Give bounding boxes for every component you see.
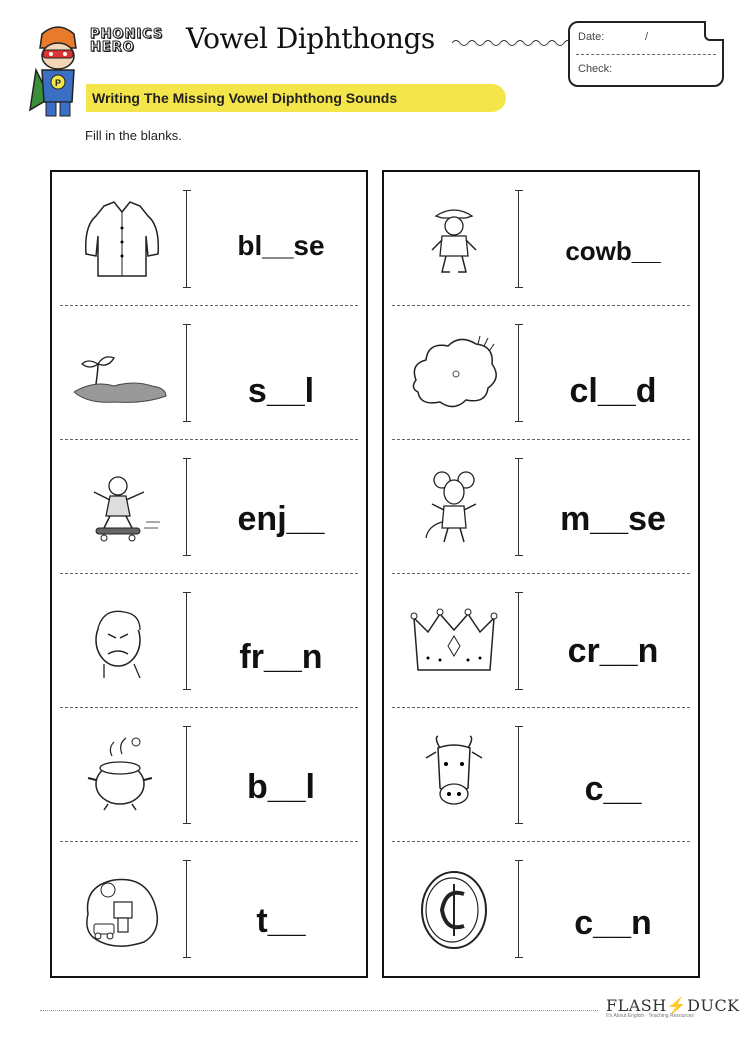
divider-bar bbox=[186, 458, 195, 556]
fill-in-word: bl__se bbox=[237, 230, 325, 261]
svg-text:P: P bbox=[55, 78, 62, 88]
fill-in-word: b__l bbox=[246, 768, 316, 806]
fill-in-word: enj__ bbox=[237, 500, 325, 538]
phonics-hero-mascot-icon bbox=[28, 22, 88, 120]
word-row bbox=[52, 708, 366, 842]
fill-in-word: s__l bbox=[247, 372, 315, 410]
brand-line-2: HERO bbox=[90, 40, 135, 55]
divider-bar bbox=[186, 190, 195, 288]
word-row bbox=[52, 172, 366, 306]
fill-in-word: fr__n bbox=[239, 638, 323, 676]
lightning-bolt-icon: ⚡ bbox=[666, 996, 688, 1015]
date-label: Date: bbox=[578, 31, 605, 43]
fill-in-word: m__se bbox=[560, 500, 666, 538]
footer-divider bbox=[40, 1010, 598, 1011]
word-row bbox=[384, 172, 698, 306]
check-label: Check: bbox=[578, 63, 613, 75]
word-row bbox=[52, 440, 366, 574]
banner-text: Writing The Missing Vowel Diphthong Sounds bbox=[92, 90, 398, 106]
frowning-face-icon bbox=[74, 598, 170, 684]
right-word-panel bbox=[382, 170, 700, 978]
soil-sprout-icon bbox=[74, 330, 170, 416]
toys-icon bbox=[74, 866, 170, 952]
word-row bbox=[52, 306, 366, 440]
divider-bar bbox=[186, 726, 195, 824]
word-row bbox=[52, 574, 366, 708]
page-title: Vowel Diphthongs bbox=[186, 22, 435, 55]
divider-bar bbox=[186, 860, 195, 958]
word-row bbox=[52, 842, 366, 976]
divider-bar bbox=[518, 592, 527, 690]
mouse-icon bbox=[406, 464, 502, 550]
fill-in-word: c__ bbox=[584, 770, 642, 808]
fill-in-word: c__n bbox=[574, 904, 652, 942]
divider-bar bbox=[186, 592, 195, 690]
word-row bbox=[384, 842, 698, 976]
date-check-box bbox=[568, 21, 724, 87]
boiling-pot-icon bbox=[74, 732, 170, 818]
date-slash: / bbox=[645, 31, 649, 43]
word-row bbox=[384, 574, 698, 708]
divider-bar bbox=[518, 190, 527, 288]
logo-tagline: It's About English · Teaching Resources bbox=[606, 1013, 694, 1019]
logo-text-right: DUCK bbox=[687, 996, 740, 1015]
divider-bar bbox=[186, 324, 195, 422]
fill-in-word: t__ bbox=[256, 902, 306, 940]
blouse-icon bbox=[74, 196, 170, 282]
corner-tab bbox=[704, 21, 724, 41]
coin-icon bbox=[406, 866, 502, 952]
divider-bar bbox=[518, 458, 527, 556]
divider-bar bbox=[518, 726, 527, 824]
cowboy-icon bbox=[406, 196, 502, 282]
fill-in-word: cr__n bbox=[567, 632, 659, 670]
crown-icon bbox=[406, 598, 502, 684]
flashduck-logo bbox=[606, 996, 740, 1019]
word-row bbox=[384, 440, 698, 574]
squiggle-decoration bbox=[452, 36, 570, 50]
word-row bbox=[384, 708, 698, 842]
brand-logo bbox=[90, 28, 163, 54]
logo-text-left: FLASH bbox=[606, 996, 667, 1015]
section-banner bbox=[86, 84, 506, 112]
instruction-text: Fill in the blanks. bbox=[85, 128, 182, 143]
divider-bar bbox=[518, 860, 527, 958]
cloud-icon bbox=[406, 330, 502, 416]
brand-line-1: PHONICS bbox=[90, 27, 164, 42]
left-word-panel bbox=[50, 170, 368, 978]
word-row bbox=[384, 306, 698, 440]
skateboard-boy-icon bbox=[74, 464, 170, 550]
fill-in-word: cl__d bbox=[569, 372, 657, 410]
date-divider bbox=[576, 54, 716, 55]
fill-in-word: cowb__ bbox=[565, 236, 661, 266]
divider-bar bbox=[518, 324, 527, 422]
cow-icon bbox=[406, 732, 502, 818]
